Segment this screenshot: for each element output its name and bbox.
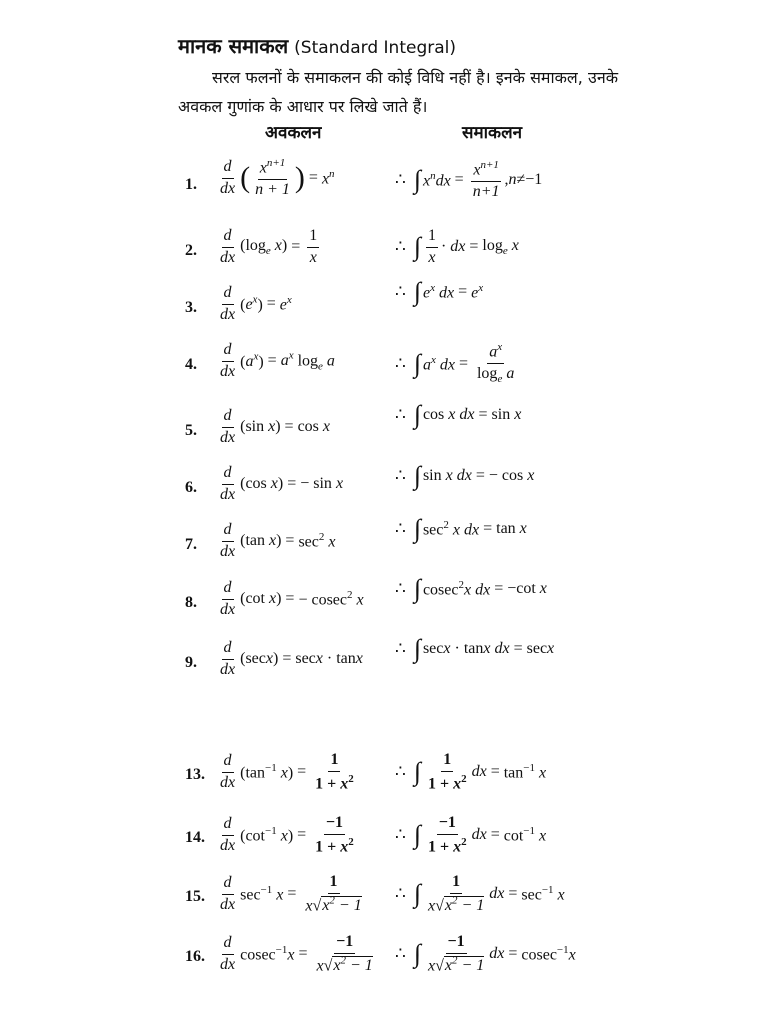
intro-paragraph: सरल फलनों के समाकलन की कोई विधि नहीं है। इनके समाकल, उनके अवकल गुणांक के आधार पर लिखे जाते हैं। bbox=[178, 68, 618, 116]
integral-expression: ∴ ∫ $\frac{1}{1 + x^2}$ dx = $\tan^{-1} x$ bbox=[395, 751, 547, 793]
integral-expression: ∴ ∫ $\frac{1}{x√x^2 - 1}$ dx = $\sec^{-1} x$ bbox=[395, 873, 565, 915]
derivative-expression: $\frac{d}{dx}$ (secx) = secx · tanx bbox=[220, 639, 363, 678]
integral-expression: ∴ ∫ $e^x$ dx = $e^x$ bbox=[395, 277, 484, 306]
row-number: 7. bbox=[185, 536, 197, 553]
title-hindi: मानक समाकल bbox=[178, 34, 289, 58]
formula-row-7 bbox=[185, 514, 615, 578]
formula-row-15 bbox=[185, 874, 615, 930]
derivative-expression: $\frac{d}{dx}$ (sin x) = cos x bbox=[220, 407, 331, 446]
formula-row-5 bbox=[185, 400, 615, 464]
integral-expression: ∴ ∫ $a^x$ dx = $\frac{a^x}{\log_e a}$ bbox=[395, 341, 515, 386]
row-number: 2. bbox=[185, 242, 197, 259]
row-number: 16. bbox=[185, 948, 205, 965]
integral-expression: ∴ ∫ $x^ndx$ = $\frac{x^{n+1}}{n+1}$ , n ≠−1 bbox=[395, 159, 543, 201]
row-number: 9. bbox=[185, 654, 197, 671]
row-number: 14. bbox=[185, 829, 205, 846]
integral-expression: ∴ ∫ $\frac{-1}{1 + x^2}$ dx = $\cot^{-1} x$ bbox=[395, 814, 547, 856]
row-number: 6. bbox=[185, 479, 197, 496]
formula-row-14 bbox=[185, 815, 615, 871]
derivative-expression: $\frac{d}{dx}$ $\sec^{-1} x$ = $\frac{1}{x√x^2 - 1}$ bbox=[220, 873, 362, 915]
integral-expression: ∴ ∫ $\sec^2 x$ dx = tan x bbox=[395, 514, 527, 543]
derivative-expression: $\frac{d}{dx}$ ($\cot^{-1}$ x) = $\frac{-1}{1 + x^2}$ bbox=[220, 814, 354, 856]
derivative-expression: $\frac{d}{dx}$ (cot x) = − cosec$^2$ x bbox=[220, 579, 364, 618]
derivative-expression: $\frac{d}{dx}$ ($\tan^{-1}$ x) = $\frac{1}{1 + x^2}$ bbox=[220, 751, 354, 793]
integral-expression: ∴ ∫ $\frac{-1}{x√x^2 - 1}$ dx = cosec$^{-1}$x bbox=[395, 933, 576, 975]
row-number: 5. bbox=[185, 422, 197, 439]
derivative-expression: $\frac{d}{dx}$ cosec$^{-1}$x = $\frac{-1}{x√x^2 - 1}$ bbox=[220, 933, 373, 975]
formula-row-4 bbox=[185, 342, 615, 398]
integral-expression: ∴ ∫ sin x dx = − cos x bbox=[395, 461, 535, 490]
formula-row-8 bbox=[185, 574, 615, 636]
integral-expression: ∴ ∫ secx · tanx dx = secx bbox=[395, 634, 555, 663]
row-number: 13. bbox=[185, 766, 205, 783]
title-english: (Standard Integral) bbox=[294, 38, 456, 58]
derivative-expression: $\frac{d}{dx}$ ( $\frac{x^{n+1}}{n + 1}$ ) = $x^n$ bbox=[220, 157, 335, 199]
integral-expression: ∴ ∫ cos x dx = sin x bbox=[395, 400, 522, 429]
column-header-integral: समाकलन bbox=[462, 123, 523, 143]
formula-row-3 bbox=[185, 277, 615, 341]
row-number: 4. bbox=[185, 356, 197, 373]
derivative-expression: $\frac{d}{dx}$ ($\log_e$ x) = $\frac{1}{x}$ bbox=[220, 227, 318, 266]
row-number: 8. bbox=[185, 594, 197, 611]
formula-row-6 bbox=[185, 461, 615, 521]
derivative-expression: $\frac{d}{dx}$ $(e^x)$ = $e^x$ bbox=[220, 284, 292, 323]
page-title bbox=[178, 32, 456, 59]
row-number: 1. bbox=[185, 176, 197, 193]
integral-expression: ∴ ∫ cosec$^2$x dx = −cot x bbox=[395, 574, 547, 603]
formula-row-9 bbox=[185, 634, 615, 696]
column-header-derivative: अवकलन bbox=[265, 123, 322, 143]
derivative-expression: $\frac{d}{dx}$ (tan x) = $\sec^2 x$ bbox=[220, 521, 336, 560]
formula-row-1 bbox=[185, 158, 615, 214]
formula-row-16 bbox=[185, 934, 615, 990]
formula-row-2 bbox=[185, 228, 615, 284]
row-number: 15. bbox=[185, 888, 205, 905]
derivative-expression: $\frac{d}{dx}$ $(a^x)$ = $a^x$ $\log_e a$ bbox=[220, 341, 335, 380]
row-number: 3. bbox=[185, 299, 197, 316]
derivative-expression: $\frac{d}{dx}$ (cos x) = − sin x bbox=[220, 464, 344, 503]
formula-row-13 bbox=[185, 752, 615, 808]
integral-expression: ∴ ∫ $\frac{1}{x}$ · dx = $\log_e x$ bbox=[395, 227, 519, 266]
